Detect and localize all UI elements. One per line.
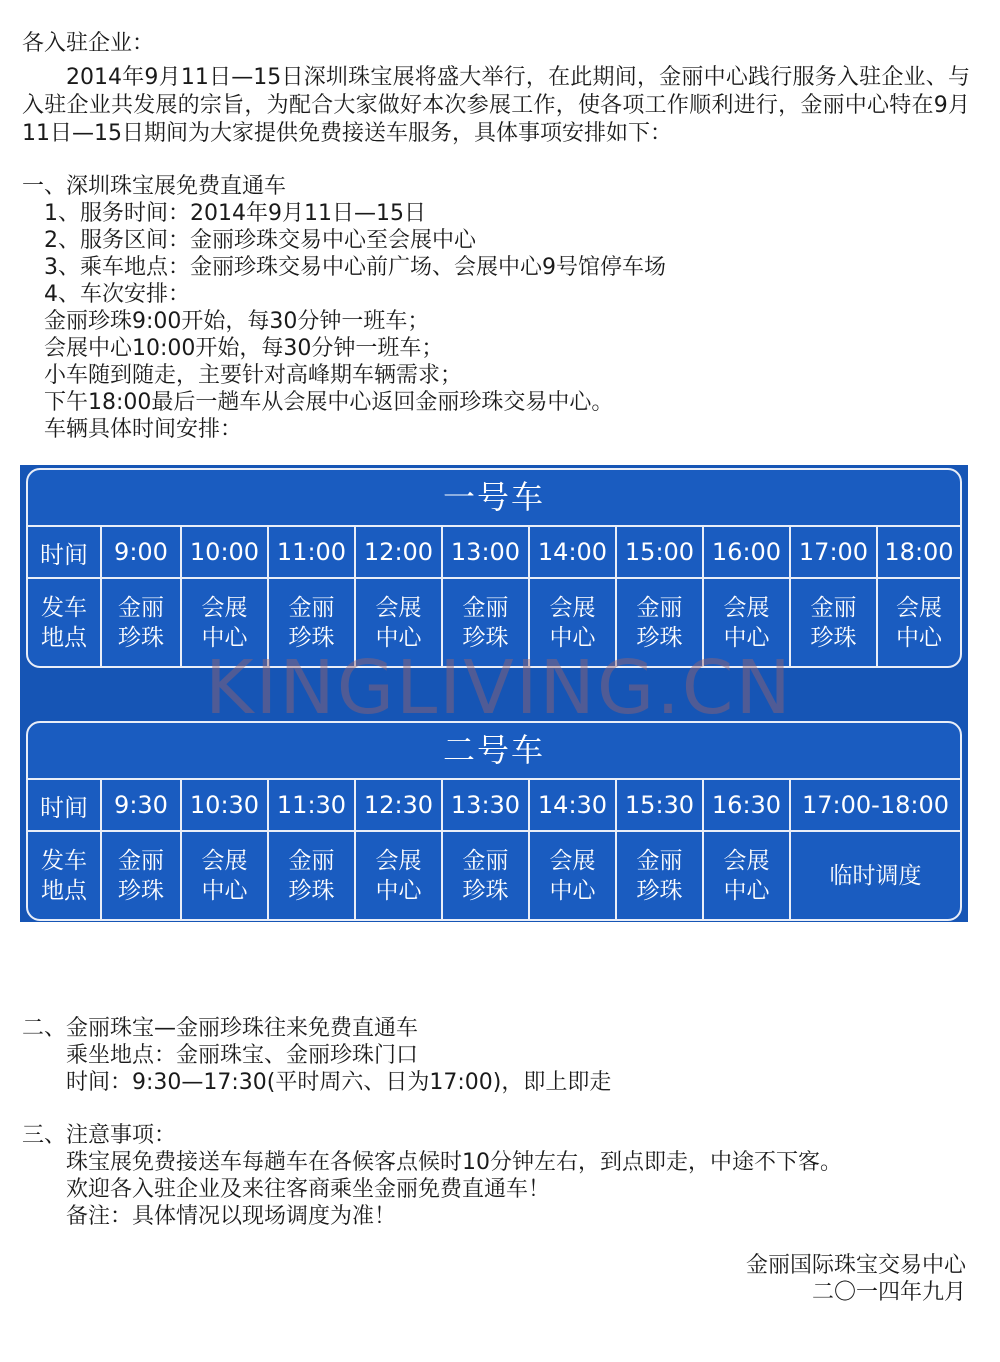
greeting: 各入驻企业： [22,31,155,56]
place-text: 会展 [375,594,422,621]
place-cell [441,579,528,666]
place-text: 中心 [375,877,422,904]
time-cell: 18:00 [876,527,960,577]
place-label [28,832,100,919]
place-cell [615,832,702,919]
place-text: 会展 [896,594,942,621]
place-text: 中心 [375,624,422,651]
place-cell [100,579,180,666]
time-cell: 13:00 [441,527,528,577]
time-cell: 15:30 [615,780,702,830]
section3-line: 珠宝展免费接送车每趟车在各候客点候时10分钟左右，到点即走，中途不下客。 [66,1150,842,1175]
place-cell [180,832,267,919]
place-text: 会展 [723,847,770,874]
schedule-board [20,465,968,922]
trip-arrangement: 4、车次安排： [44,282,190,307]
place-label-line: 地点 [41,624,87,651]
time-label: 时间 [40,793,88,822]
bus1-place-row [28,579,960,666]
place-label-line: 发车 [41,847,87,874]
place-text: 中心 [549,877,596,904]
place-text: 金丽 [810,594,857,621]
section3-line: 欢迎各入驻企业及来往客商乘坐金丽免费直通车！ [66,1177,551,1202]
time-label: 时间 [40,540,88,569]
place-text: 金丽 [118,847,164,874]
time-cell: 9:30 [100,780,180,830]
place-text: 珍珠 [118,877,164,904]
place-label-line: 发车 [41,594,87,621]
bus2-time-row [28,780,960,832]
place-cell [702,832,789,919]
place-cell [354,579,441,666]
note-line: 小车随到随走，主要针对高峰期车辆需求； [44,363,463,388]
place-text: 珍珠 [636,624,683,651]
place-label [28,579,100,666]
note-line: 下午18:00最后一趟车从会展中心返回金丽珍珠交易中心。 [44,390,614,415]
place-cell [789,579,876,666]
section2-time: 时间：9:30—17:30(平时周六、日为17:00)，即上即走 [66,1070,612,1095]
place-cell [615,579,702,666]
place-text: 珍珠 [118,624,164,651]
time-cell: 17:00-18:00 [789,780,960,830]
boarding-points: 3、乘车地点：金丽珍珠交易中心前广场、会展中心9号馆停车场 [44,255,666,280]
place-text: 珍珠 [288,877,335,904]
time-cell: 10:30 [180,780,267,830]
place-text: 珍珠 [636,877,683,904]
place-text: 中心 [896,624,942,651]
signature-date: 二〇一四年九月 [811,1280,966,1305]
place-text: 会展 [375,847,422,874]
note-line: 金丽珍珠9:00开始，每30分钟一班车； [44,309,430,334]
place-text: 中心 [549,624,596,651]
place-cell [180,579,267,666]
section3-heading: 三、注意事项： [22,1123,177,1148]
intro-paragraph: 2014年9月11日—15日深圳珠宝展将盛大举行，在此期间，金丽中心践行服务入驻企业、与入驻企业共发展的宗旨，为配合大家做好本次参展工作，使各项工作顺利进行，金丽中心特在9月11日—15日期间为大家提供免费接送车服务，具体事项安排如下： [22,65,970,146]
bus1-title: 一号车 [28,470,960,527]
time-cell: 16:30 [702,780,789,830]
time-cell: 15:00 [615,527,702,577]
bus2-title: 二号车 [28,723,960,780]
place-cell [441,832,528,919]
time-cell: 12:00 [354,527,441,577]
time-cell: 9:00 [100,527,180,577]
place-text: 中心 [723,624,770,651]
place-text: 金丽 [636,594,683,621]
place-label-line: 地点 [41,877,87,904]
place-text: 中心 [723,877,770,904]
place-cell [354,832,441,919]
place-text: 会展 [201,847,248,874]
place-text: 珍珠 [288,624,335,651]
bus2-place-row [28,832,960,919]
place-text: 金丽 [462,594,509,621]
place-text: 珍珠 [462,624,509,651]
section3-line: 备注：具体情况以现场调度为准！ [66,1204,397,1229]
time-cell: 11:00 [267,527,354,577]
bus1-panel [26,468,962,668]
place-text: 金丽 [462,847,509,874]
time-cell: 13:30 [441,780,528,830]
place-text: 金丽 [636,847,683,874]
time-cell: 16:00 [702,527,789,577]
place-cell [528,579,615,666]
place-cell-temporary-dispatch [789,832,960,919]
service-time: 1、服务时间：2014年9月11日—15日 [44,201,426,226]
section1-heading: 一、深圳珠宝展免费直通车 [22,174,287,199]
place-text: 珍珠 [810,624,857,651]
service-route: 2、服务区间：金丽珍珠交易中心至会展中心 [44,228,476,253]
time-cell: 17:00 [789,527,876,577]
place-text: 会展 [549,594,596,621]
place-text: 会展 [723,594,770,621]
place-text: 金丽 [288,847,335,874]
place-cell [267,832,354,919]
section2-boarding: 乘坐地点：金丽珠宝、金丽珍珠门口 [66,1043,419,1068]
note-line: 会展中心10:00开始，每30分钟一班车； [44,336,444,361]
place-text: 金丽 [118,594,164,621]
watermark: KINGLIVING.CN [205,645,793,731]
bus1-time-row [28,527,960,579]
place-text: 会展 [201,594,248,621]
place-cell [876,579,960,666]
time-cell: 10:00 [180,527,267,577]
place-text: 金丽 [288,594,335,621]
schedule-intro: 车辆具体时间安排： [44,417,243,442]
place-cell [267,579,354,666]
signature-org: 金丽国际珠宝交易中心 [745,1253,966,1278]
place-text: 中心 [201,624,248,651]
time-cell: 14:00 [528,527,615,577]
place-text: 临时调度 [829,862,922,889]
time-cell: 14:30 [528,780,615,830]
place-cell [100,832,180,919]
place-text: 中心 [201,877,248,904]
place-text: 珍珠 [462,877,509,904]
time-cell: 12:30 [354,780,441,830]
time-cell: 11:30 [267,780,354,830]
place-cell [528,832,615,919]
bus2-panel [26,721,962,921]
place-text: 会展 [549,847,596,874]
section2-heading: 二、金丽珠宝—金丽珍珠往来免费直通车 [22,1016,419,1041]
place-cell [702,579,789,666]
